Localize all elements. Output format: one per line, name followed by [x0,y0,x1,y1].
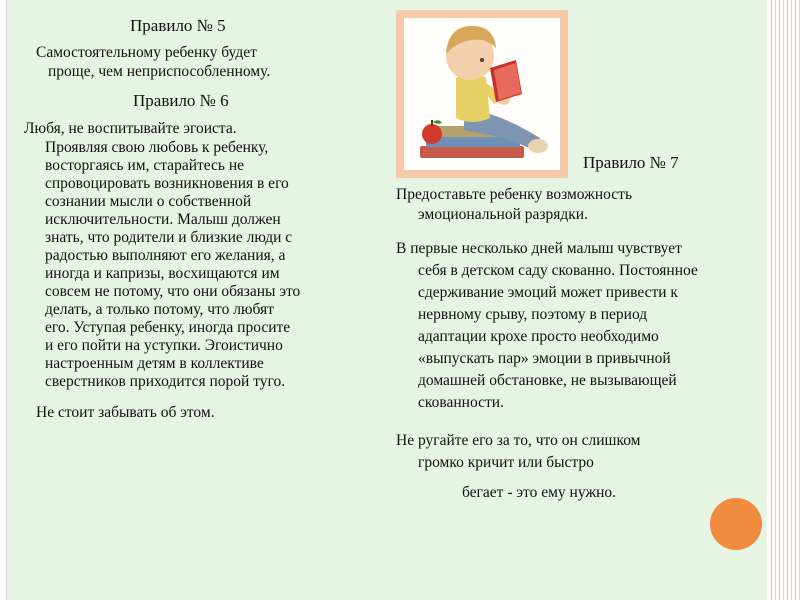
rule-6-line: радостью выполняют его желания, а [45,247,286,264]
rule-7-line: скованности. [418,394,504,411]
rule-6-line: сознании мысли о собственной [45,193,252,210]
rule-6-line: знать, что родители и близкие люди с [45,229,293,246]
rule-7-line: бегает - это ему нужно. [462,484,616,501]
rule-7-line: Не ругайте его за то, что он слишком [396,432,641,449]
rule-6-line: сверстников приходится порой туго. [45,373,286,390]
rule-7-line: адаптации крохе просто необходимо [418,328,659,345]
rule-6-line: настроенным детям в коллективе [45,355,264,372]
rule-7-line: нервному срыву, поэтому в период [418,306,648,323]
rule-7-line: сдерживание эмоций может привести к [418,284,678,301]
rule-6-line: его. Уступая ребенку, иногда просите [45,319,291,336]
child-reading-book-illustration [404,18,560,170]
rule-6-closing: Не стоит забывать об этом. [36,404,215,421]
rule-5-line-1: Самостоятельному ребенку будет [36,44,257,61]
rule-6-line: спровоцировать возникновения в его [45,175,289,192]
rule-7-line: В первые несколько дней малыш чувствует [396,240,682,257]
rule-6-line: и его пойти на уступки. Эгоистично [45,337,283,354]
rule-7-line: «выпускать пар» эмоции в привычной [418,350,671,367]
rule-6-title: Правило № 6 [133,91,229,110]
rule-5-line-2: проще, чем неприспособленному. [48,63,271,80]
rule-7-line: громко кричит или быстро [418,454,594,471]
rule-7-title: Правило № 7 [583,153,679,172]
rule-7-line: домашней обстановке, не вызывающей [418,372,677,389]
rule-6-line: совсем не потому, что они обязаны это [45,283,301,300]
rule-6-line: исключительности. Малыш должен [45,211,281,228]
rule-7-line: эмоциональной разрядки. [418,206,588,223]
rule-5-title: Правило № 5 [130,16,226,35]
rule-6-line: Проявляя свою любовь к ребенку, [45,139,269,156]
rule-6-line: иногда и капризы, восхищаются им [45,265,280,282]
rule-7-line: Предоставьте ребенку возможность [396,186,633,203]
rule-6-line: делать, а только потому, что любят [45,301,274,318]
decorative-stripes [768,0,800,600]
illustration-frame [396,10,568,178]
rule-7-line: себя в детском саду скованно. Постоянное [418,262,698,279]
child-reading-icon [404,18,560,170]
rule-6-line: Любя, не воспитывайте эгоиста. [24,120,237,137]
rule-6-line: восторгаясь им, старайтесь не [45,157,245,174]
decorative-circle [710,498,762,550]
